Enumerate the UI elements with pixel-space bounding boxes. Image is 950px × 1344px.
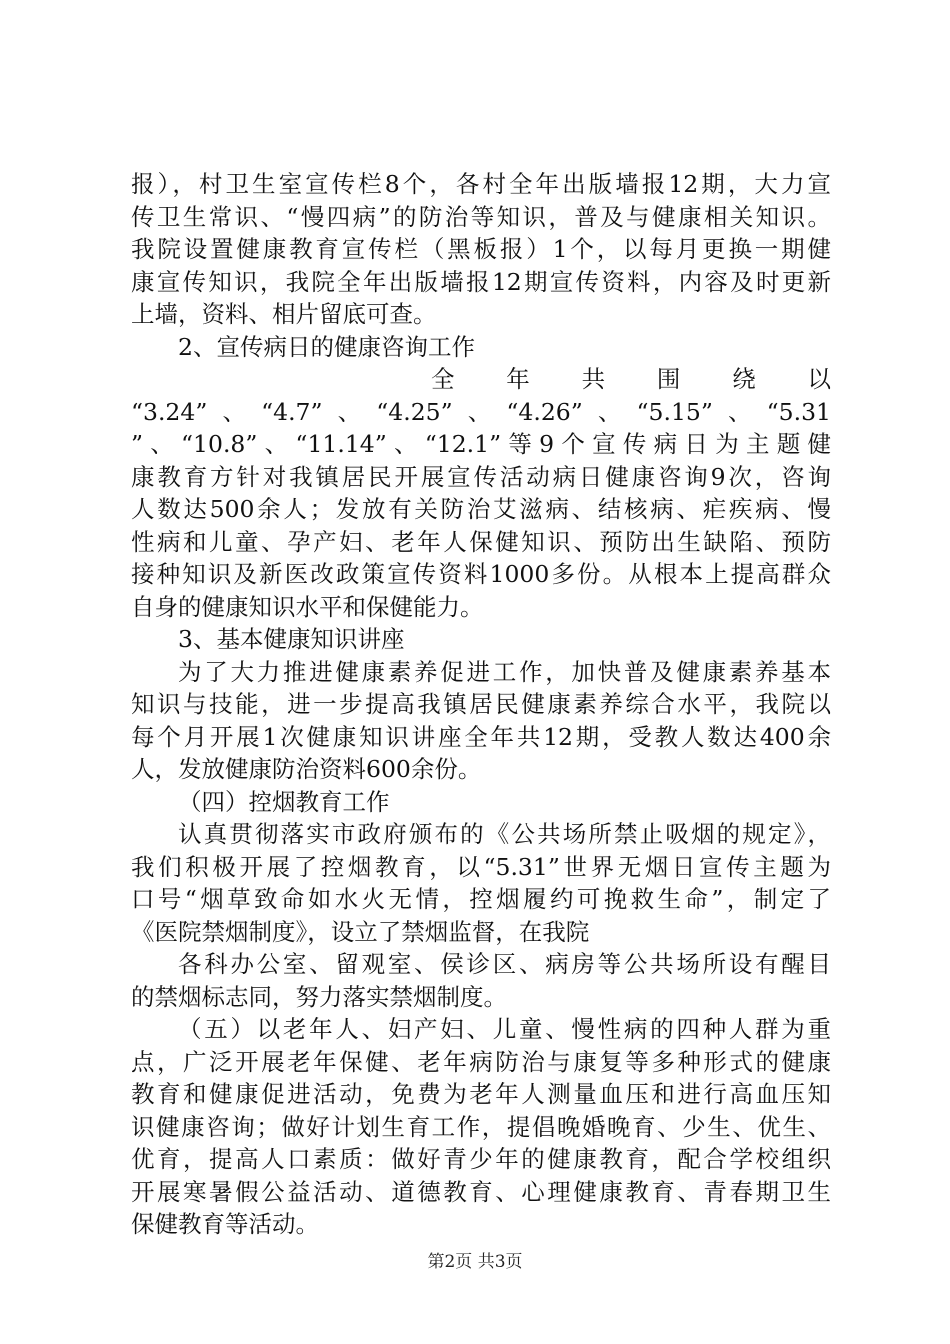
text-line: 上墙，资料、相片留底可查。: [131, 300, 437, 328]
text-line: 《医院禁烟制度》，设立了禁烟监督，在我院: [131, 917, 590, 946]
text-line: 为了大力推进健康素养促进工作，加快普及健康素养基本: [178, 657, 831, 686]
text-line: 优育，提高人口素质：做好青少年的健康教育，配合学校组织: [131, 1145, 831, 1173]
text-line: 康教育方针对我镇居民开展宣传活动病日健康咨询9次，咨询: [131, 462, 831, 491]
text-line: 我们积极开展了控烟教育，以“5.31”世界无烟日宣传主题为: [131, 852, 831, 881]
text-line: 康宣传知识，我院全年出版墙报12期宣传资料，内容及时更新: [131, 267, 831, 296]
text-line: 每个月开展1次健康知识讲座全年共12期，受教人数达400余: [131, 722, 831, 751]
text-line: 自身的健康知识水平和保健能力。: [131, 592, 484, 621]
text-line: 报），村卫生室宣传栏8个，各村全年出版墙报12期，大力宣: [131, 170, 831, 198]
text-line: （四）控烟教育工作: [178, 787, 390, 816]
text-line: 性病和儿童、孕产妇、老年人保健知识、预防出生缺陷、预防: [131, 527, 831, 556]
text-line: 2、宣传病日的健康咨询工作: [178, 332, 475, 361]
text-line: 全 年 共 围 绕 以: [431, 365, 831, 393]
text-line: 口号“烟草致命如水火无情，控烟履约可挽救生命”，制定了: [131, 885, 831, 913]
text-line: 的禁烟标志同，努力落实禁烟制度。: [131, 982, 507, 1011]
text-line: 知识与技能，进一步提高我镇居民健康素养综合水平，我院以: [131, 690, 831, 718]
text-line: 识健康咨询；做好计划生育工作，提倡晚婚晚育、少生、优生、: [131, 1112, 831, 1141]
text-line: 保健教育等活动。: [131, 1210, 319, 1238]
text-line: 3、基本健康知识讲座: [178, 625, 405, 653]
document-body: [131, 168, 831, 1241]
text-line: （五）以老年人、妇产妇、儿童、慢性病的四种人群为重: [178, 1015, 831, 1043]
text-line: ”、“10.8”、“11.14”、“12.1”等9个宣传病日为主题健: [131, 430, 831, 458]
text-line: 开展寒暑假公益活动、道德教育、心理健康教育、青春期卫生: [131, 1177, 831, 1206]
text-line: 教育和健康促进活动，免费为老年人测量血压和进行高血压知: [131, 1080, 831, 1108]
text-line: 我院设置健康教育宣传栏（黑板报）1个，以每月更换一期健: [131, 235, 831, 263]
text-line: 各科办公室、留观室、侯诊区、病房等公共场所设有醒目: [178, 950, 831, 978]
text-line: 传卫生常识、“慢四病”的防治等知识，普及与健康相关知识。: [131, 202, 831, 231]
text-line: 点，广泛开展老年保健、老年病防治与康复等多种形式的健康: [131, 1047, 831, 1076]
text-line: 认真贯彻落实市政府颁布的《公共场所禁止吸烟的规定》，: [178, 820, 831, 848]
page-footer: 第2页 共3页: [427, 1252, 523, 1272]
text-line: 人，发放健康防治资料600余份。: [131, 755, 482, 783]
text-line: “3.24”、“4.7”、“4.25”、“4.26”、“5.15”、“5.31: [131, 397, 831, 426]
text-line: 接种知识及新医改政策宣传资料1000多份。从根本上提高群众: [131, 560, 831, 588]
text-line: 人数达500余人；发放有关防治艾滋病、结核病、疟疾病、慢: [131, 495, 831, 523]
